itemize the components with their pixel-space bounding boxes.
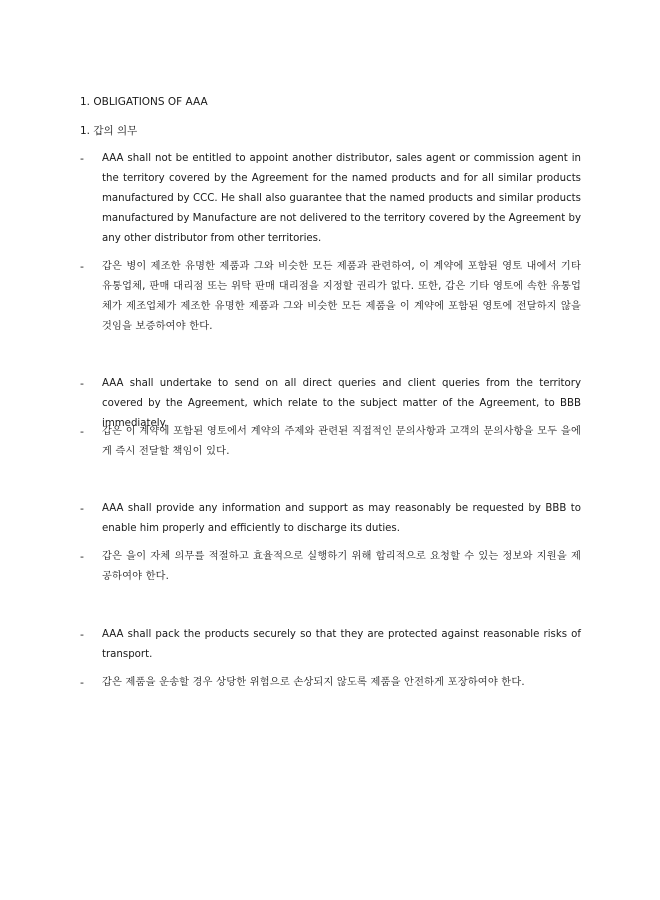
list-bullet: - — [80, 152, 84, 165]
clause-3-english — [80, 499, 581, 539]
clause-text: AAA shall undertake to send on all direct queries and client queries from the territory covered by the Agreement, which relate to the subject matter of the Agreement, to BBB immediately. — [102, 378, 581, 429]
clause-text: AAA shall pack the products securely so that they are protected against reasonable risks of transport. — [102, 629, 581, 660]
list-bullet: - — [80, 377, 84, 390]
clause-text: 갑은 병이 제조한 유명한 제품과 그와 비슷한 모든 제품과 관련하여, 이 계약에 포함된 영토 내에서 기타 유통업체, 판매 대리점 또는 위탁 판매 대리점을 지정할 권리가 없다. 또한, 갑은 기타 영토에 속한 유통업체가 제조업체가 제조한 유명한 제품과 그와 비슷한 모든 제품을 이 계약에 포함된 영토에 전달하지 않을 것임을 보증하여야 한다. — [102, 261, 581, 332]
clause-4-korean — [80, 673, 581, 693]
list-bullet: - — [80, 628, 84, 641]
clause-text: 갑은 제품을 운송할 경우 상당한 위험으로 손상되지 않도록 제품을 안전하게 포장하여야 한다. — [102, 677, 525, 688]
section-title-english: 1. OBLIGATIONS OF AAA — [80, 96, 208, 108]
list-bullet: - — [80, 425, 84, 438]
clause-2-korean — [80, 422, 581, 462]
clause-text: 갑은 이 계약에 포함된 영토에서 계약의 주제와 관련된 직접적인 문의사항과 고객의 문의사항을 모두 을에게 즉시 전달할 책임이 있다. — [102, 426, 581, 457]
list-bullet: - — [80, 260, 84, 273]
list-bullet: - — [80, 550, 84, 563]
clause-text: AAA shall not be entitled to appoint another distributor, sales agent or commission agent in the territory covered by the Agreement for the named products and for all similar products manufactured by CCC. He shall also guarantee that the named products and similar products manufactured by Manufacture are not delivered to the territory covered by the Agreement by any other distributor from other territories. — [102, 153, 581, 244]
clause-4-english — [80, 625, 581, 665]
clause-text: AAA shall provide any information and support as may reasonably be requested by BBB to enable him properly and efficiently to discharge its duties. — [102, 503, 581, 534]
list-bullet: - — [80, 502, 84, 515]
clause-3-korean — [80, 547, 581, 587]
section-title-korean: 1. 갑의 의무 — [80, 125, 138, 137]
clause-text: 갑은 을이 자체 의무를 적절하고 효율적으로 실행하기 위해 합리적으로 요청할 수 있는 정보와 지원을 제공하여야 한다. — [102, 551, 581, 582]
clause-1-korean — [80, 257, 581, 337]
list-bullet: - — [80, 676, 84, 689]
clause-1-english — [80, 149, 581, 249]
